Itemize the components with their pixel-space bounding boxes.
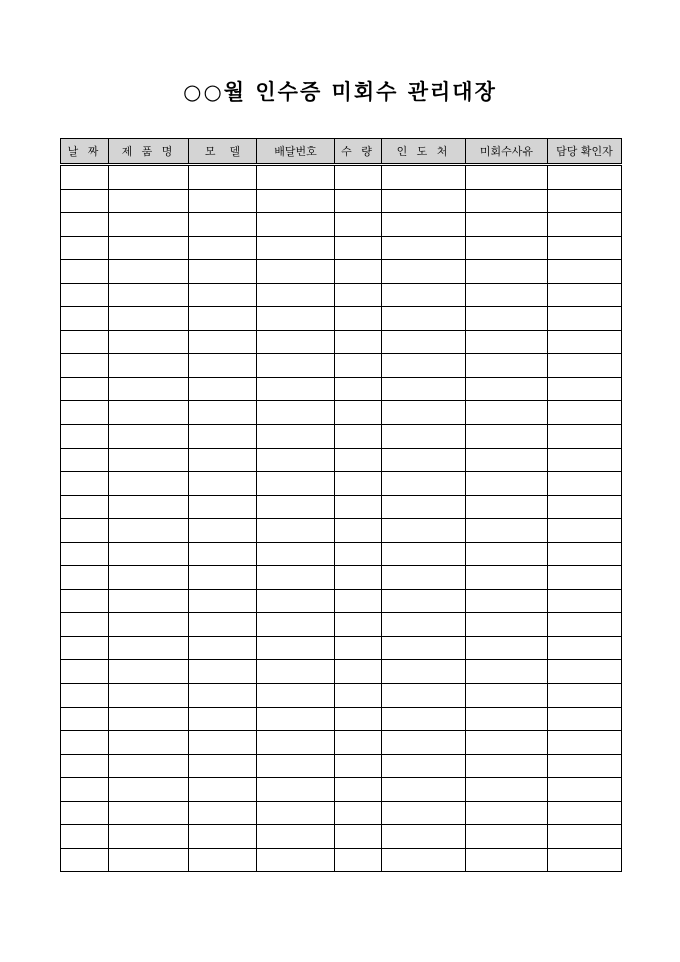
cell-quantity[interactable]	[335, 189, 382, 213]
cell-reason[interactable]	[466, 801, 548, 825]
cell-reason[interactable]	[466, 778, 548, 802]
cell-quantity[interactable]	[335, 472, 382, 496]
column-header-delivery-no: 배달번호	[257, 139, 335, 165]
cell-recipient[interactable]	[382, 472, 466, 496]
cell-product[interactable]	[109, 307, 189, 331]
cell-recipient[interactable]	[382, 801, 466, 825]
cell-quantity[interactable]	[335, 613, 382, 637]
cell-reason[interactable]	[466, 213, 548, 237]
cell-checker[interactable]	[548, 401, 622, 425]
cell-date[interactable]	[61, 589, 109, 613]
cell-product[interactable]	[109, 283, 189, 307]
cell-date[interactable]	[61, 848, 109, 872]
cell-reason[interactable]	[466, 754, 548, 778]
cell-recipient[interactable]	[382, 684, 466, 708]
cell-quantity[interactable]	[335, 636, 382, 660]
cell-quantity[interactable]	[335, 825, 382, 849]
table-row	[61, 189, 622, 213]
cell-checker[interactable]	[548, 377, 622, 401]
table-row	[61, 707, 622, 731]
table-row	[61, 448, 622, 472]
cell-delivery-no[interactable]	[257, 778, 335, 802]
cell-date[interactable]	[61, 778, 109, 802]
table-row	[61, 731, 622, 755]
cell-recipient[interactable]	[382, 731, 466, 755]
cell-reason[interactable]	[466, 825, 548, 849]
cell-checker[interactable]	[548, 425, 622, 449]
cell-checker[interactable]	[548, 354, 622, 378]
cell-recipient[interactable]	[382, 260, 466, 284]
cell-product[interactable]	[109, 848, 189, 872]
cell-model[interactable]	[189, 425, 257, 449]
cell-checker[interactable]	[548, 236, 622, 260]
cell-model[interactable]	[189, 754, 257, 778]
cell-reason[interactable]	[466, 848, 548, 872]
cell-delivery-no[interactable]	[257, 848, 335, 872]
cell-quantity[interactable]	[335, 448, 382, 472]
cell-recipient[interactable]	[382, 778, 466, 802]
table-row	[61, 330, 622, 354]
cell-checker[interactable]	[548, 519, 622, 543]
table-row	[61, 778, 622, 802]
table-row	[61, 495, 622, 519]
page-title: ○○월 인수증 미회수 관리대장	[183, 79, 497, 104]
cell-model[interactable]	[189, 589, 257, 613]
cell-recipient[interactable]	[382, 354, 466, 378]
cell-model[interactable]	[189, 307, 257, 331]
cell-recipient[interactable]	[382, 401, 466, 425]
cell-delivery-no[interactable]	[257, 613, 335, 637]
cell-model[interactable]	[189, 354, 257, 378]
cell-model[interactable]	[189, 542, 257, 566]
table-row	[61, 684, 622, 708]
cell-product[interactable]	[109, 189, 189, 213]
cell-quantity[interactable]	[335, 283, 382, 307]
cell-model[interactable]	[189, 165, 257, 190]
cell-quantity[interactable]	[335, 707, 382, 731]
cell-checker[interactable]	[548, 472, 622, 496]
cell-product[interactable]	[109, 731, 189, 755]
table-row	[61, 636, 622, 660]
cell-delivery-no[interactable]	[257, 566, 335, 590]
cell-delivery-no[interactable]	[257, 707, 335, 731]
cell-delivery-no[interactable]	[257, 260, 335, 284]
cell-recipient[interactable]	[382, 707, 466, 731]
cell-quantity[interactable]	[335, 660, 382, 684]
cell-product[interactable]	[109, 448, 189, 472]
cell-recipient[interactable]	[382, 825, 466, 849]
cell-recipient[interactable]	[382, 566, 466, 590]
cell-product[interactable]	[109, 825, 189, 849]
cell-model[interactable]	[189, 495, 257, 519]
cell-quantity[interactable]	[335, 401, 382, 425]
cell-date[interactable]	[61, 754, 109, 778]
cell-product[interactable]	[109, 542, 189, 566]
cell-reason[interactable]	[466, 731, 548, 755]
table-row	[61, 754, 622, 778]
cell-recipient[interactable]	[382, 425, 466, 449]
cell-date[interactable]	[61, 825, 109, 849]
cell-recipient[interactable]	[382, 377, 466, 401]
cell-product[interactable]	[109, 684, 189, 708]
cell-recipient[interactable]	[382, 636, 466, 660]
cell-model[interactable]	[189, 801, 257, 825]
cell-delivery-no[interactable]	[257, 236, 335, 260]
cell-reason[interactable]	[466, 448, 548, 472]
cell-recipient[interactable]	[382, 848, 466, 872]
cell-delivery-no[interactable]	[257, 448, 335, 472]
cell-checker[interactable]	[548, 636, 622, 660]
cell-product[interactable]	[109, 236, 189, 260]
cell-reason[interactable]	[466, 660, 548, 684]
cell-checker[interactable]	[548, 448, 622, 472]
cell-reason[interactable]	[466, 236, 548, 260]
cell-product[interactable]	[109, 754, 189, 778]
cell-recipient[interactable]	[382, 307, 466, 331]
cell-model[interactable]	[189, 707, 257, 731]
cell-quantity[interactable]	[335, 519, 382, 543]
cell-checker[interactable]	[548, 754, 622, 778]
cell-quantity[interactable]	[335, 354, 382, 378]
cell-recipient[interactable]	[382, 660, 466, 684]
cell-quantity[interactable]	[335, 213, 382, 237]
cell-date[interactable]	[61, 660, 109, 684]
cell-checker[interactable]	[548, 589, 622, 613]
cell-model[interactable]	[189, 448, 257, 472]
table-header-row	[61, 139, 622, 165]
cell-recipient[interactable]	[382, 189, 466, 213]
cell-quantity[interactable]	[335, 307, 382, 331]
cell-model[interactable]	[189, 330, 257, 354]
cell-product[interactable]	[109, 707, 189, 731]
cell-product[interactable]	[109, 519, 189, 543]
cell-product[interactable]	[109, 589, 189, 613]
cell-delivery-no[interactable]	[257, 636, 335, 660]
table-row	[61, 660, 622, 684]
cell-quantity[interactable]	[335, 425, 382, 449]
cell-checker[interactable]	[548, 307, 622, 331]
table-row	[61, 236, 622, 260]
cell-product[interactable]	[109, 260, 189, 284]
table-row	[61, 213, 622, 237]
cell-date[interactable]	[61, 283, 109, 307]
cell-date[interactable]	[61, 236, 109, 260]
cell-reason[interactable]	[466, 377, 548, 401]
cell-date[interactable]	[61, 495, 109, 519]
cell-checker[interactable]	[548, 165, 622, 190]
cell-delivery-no[interactable]	[257, 307, 335, 331]
cell-date[interactable]	[61, 401, 109, 425]
cell-date[interactable]	[61, 307, 109, 331]
cell-recipient[interactable]	[382, 283, 466, 307]
cell-reason[interactable]	[466, 354, 548, 378]
cell-product[interactable]	[109, 778, 189, 802]
cell-checker[interactable]	[548, 566, 622, 590]
column-header-quantity: 수 량	[335, 139, 382, 165]
cell-product[interactable]	[109, 401, 189, 425]
table-row	[61, 401, 622, 425]
cell-reason[interactable]	[466, 519, 548, 543]
cell-date[interactable]	[61, 542, 109, 566]
column-header-product: 제 품 명	[109, 139, 189, 165]
table-row	[61, 377, 622, 401]
cell-date[interactable]	[61, 684, 109, 708]
cell-checker[interactable]	[548, 213, 622, 237]
cell-date[interactable]	[61, 613, 109, 637]
table-row	[61, 260, 622, 284]
table-row	[61, 542, 622, 566]
table-row	[61, 589, 622, 613]
cell-date[interactable]	[61, 448, 109, 472]
table-row	[61, 472, 622, 496]
cell-model[interactable]	[189, 236, 257, 260]
cell-checker[interactable]	[548, 778, 622, 802]
cell-date[interactable]	[61, 425, 109, 449]
cell-checker[interactable]	[548, 801, 622, 825]
cell-reason[interactable]	[466, 283, 548, 307]
cell-model[interactable]	[189, 825, 257, 849]
cell-reason[interactable]	[466, 401, 548, 425]
cell-product[interactable]	[109, 472, 189, 496]
cell-quantity[interactable]	[335, 495, 382, 519]
cell-delivery-no[interactable]	[257, 354, 335, 378]
cell-model[interactable]	[189, 684, 257, 708]
cell-checker[interactable]	[548, 495, 622, 519]
cell-quantity[interactable]	[335, 731, 382, 755]
cell-model[interactable]	[189, 519, 257, 543]
cell-model[interactable]	[189, 660, 257, 684]
cell-delivery-no[interactable]	[257, 401, 335, 425]
cell-delivery-no[interactable]	[257, 589, 335, 613]
table-row	[61, 613, 622, 637]
cell-delivery-no[interactable]	[257, 283, 335, 307]
cell-product[interactable]	[109, 330, 189, 354]
cell-checker[interactable]	[548, 542, 622, 566]
cell-reason[interactable]	[466, 542, 548, 566]
cell-checker[interactable]	[548, 283, 622, 307]
cell-delivery-no[interactable]	[257, 472, 335, 496]
cell-checker[interactable]	[548, 825, 622, 849]
cell-product[interactable]	[109, 425, 189, 449]
cell-date[interactable]	[61, 731, 109, 755]
cell-model[interactable]	[189, 472, 257, 496]
cell-date[interactable]	[61, 165, 109, 190]
cell-quantity[interactable]	[335, 848, 382, 872]
cell-model[interactable]	[189, 848, 257, 872]
cell-date[interactable]	[61, 472, 109, 496]
cell-reason[interactable]	[466, 495, 548, 519]
cell-checker[interactable]	[548, 330, 622, 354]
cell-model[interactable]	[189, 401, 257, 425]
cell-product[interactable]	[109, 495, 189, 519]
cell-delivery-no[interactable]	[257, 684, 335, 708]
table-row	[61, 165, 622, 190]
cell-date[interactable]	[61, 801, 109, 825]
cell-quantity[interactable]	[335, 165, 382, 190]
cell-date[interactable]	[61, 636, 109, 660]
cell-model[interactable]	[189, 283, 257, 307]
cell-recipient[interactable]	[382, 213, 466, 237]
table-body	[61, 165, 622, 872]
cell-delivery-no[interactable]	[257, 495, 335, 519]
column-header-model: 모 델	[189, 139, 257, 165]
cell-checker[interactable]	[548, 260, 622, 284]
cell-delivery-no[interactable]	[257, 189, 335, 213]
cell-date[interactable]	[61, 566, 109, 590]
cell-delivery-no[interactable]	[257, 165, 335, 190]
cell-reason[interactable]	[466, 189, 548, 213]
cell-model[interactable]	[189, 778, 257, 802]
column-header-recipient: 인 도 처	[382, 139, 466, 165]
cell-product[interactable]	[109, 636, 189, 660]
cell-recipient[interactable]	[382, 519, 466, 543]
cell-product[interactable]	[109, 354, 189, 378]
cell-checker[interactable]	[548, 848, 622, 872]
column-header-checker: 담당 확인자	[548, 139, 622, 165]
cell-delivery-no[interactable]	[257, 377, 335, 401]
table-row	[61, 283, 622, 307]
cell-recipient[interactable]	[382, 754, 466, 778]
table-row	[61, 519, 622, 543]
cell-reason[interactable]	[466, 425, 548, 449]
cell-delivery-no[interactable]	[257, 213, 335, 237]
cell-model[interactable]	[189, 260, 257, 284]
cell-quantity[interactable]	[335, 542, 382, 566]
cell-quantity[interactable]	[335, 260, 382, 284]
column-header-date: 날 짜	[61, 139, 109, 165]
cell-delivery-no[interactable]	[257, 425, 335, 449]
cell-reason[interactable]	[466, 472, 548, 496]
cell-delivery-no[interactable]	[257, 731, 335, 755]
cell-model[interactable]	[189, 189, 257, 213]
cell-checker[interactable]	[548, 189, 622, 213]
cell-date[interactable]	[61, 354, 109, 378]
cell-product[interactable]	[109, 165, 189, 190]
cell-date[interactable]	[61, 519, 109, 543]
cell-model[interactable]	[189, 731, 257, 755]
cell-model[interactable]	[189, 566, 257, 590]
cell-delivery-no[interactable]	[257, 801, 335, 825]
cell-quantity[interactable]	[335, 236, 382, 260]
cell-product[interactable]	[109, 801, 189, 825]
cell-quantity[interactable]	[335, 589, 382, 613]
table-row	[61, 825, 622, 849]
cell-quantity[interactable]	[335, 684, 382, 708]
table-row	[61, 425, 622, 449]
cell-quantity[interactable]	[335, 754, 382, 778]
table-row	[61, 354, 622, 378]
cell-model[interactable]	[189, 213, 257, 237]
cell-reason[interactable]	[466, 260, 548, 284]
cell-product[interactable]	[109, 660, 189, 684]
table-row	[61, 307, 622, 331]
cell-checker[interactable]	[548, 731, 622, 755]
cell-recipient[interactable]	[382, 589, 466, 613]
cell-checker[interactable]	[548, 684, 622, 708]
cell-reason[interactable]	[466, 330, 548, 354]
table-row	[61, 848, 622, 872]
cell-checker[interactable]	[548, 707, 622, 731]
table-row	[61, 801, 622, 825]
cell-reason[interactable]	[466, 589, 548, 613]
cell-delivery-no[interactable]	[257, 825, 335, 849]
cell-delivery-no[interactable]	[257, 542, 335, 566]
cell-date[interactable]	[61, 707, 109, 731]
cell-quantity[interactable]	[335, 377, 382, 401]
cell-date[interactable]	[61, 377, 109, 401]
cell-reason[interactable]	[466, 566, 548, 590]
cell-product[interactable]	[109, 566, 189, 590]
cell-reason[interactable]	[466, 613, 548, 637]
cell-model[interactable]	[189, 613, 257, 637]
cell-delivery-no[interactable]	[257, 660, 335, 684]
cell-product[interactable]	[109, 377, 189, 401]
cell-quantity[interactable]	[335, 778, 382, 802]
cell-checker[interactable]	[548, 660, 622, 684]
cell-reason[interactable]	[466, 165, 548, 190]
cell-recipient[interactable]	[382, 165, 466, 190]
cell-model[interactable]	[189, 636, 257, 660]
cell-date[interactable]	[61, 260, 109, 284]
cell-date[interactable]	[61, 330, 109, 354]
cell-quantity[interactable]	[335, 566, 382, 590]
cell-model[interactable]	[189, 377, 257, 401]
table-row	[61, 566, 622, 590]
cell-date[interactable]	[61, 213, 109, 237]
cell-recipient[interactable]	[382, 542, 466, 566]
cell-recipient[interactable]	[382, 330, 466, 354]
cell-product[interactable]	[109, 213, 189, 237]
cell-delivery-no[interactable]	[257, 519, 335, 543]
column-header-reason: 미회수사유	[466, 139, 548, 165]
ledger-table	[60, 138, 622, 872]
cell-reason[interactable]	[466, 684, 548, 708]
cell-date[interactable]	[61, 189, 109, 213]
cell-checker[interactable]	[548, 613, 622, 637]
cell-recipient[interactable]	[382, 236, 466, 260]
cell-recipient[interactable]	[382, 448, 466, 472]
cell-delivery-no[interactable]	[257, 330, 335, 354]
cell-recipient[interactable]	[382, 613, 466, 637]
cell-product[interactable]	[109, 613, 189, 637]
cell-reason[interactable]	[466, 307, 548, 331]
cell-reason[interactable]	[466, 636, 548, 660]
cell-reason[interactable]	[466, 707, 548, 731]
cell-recipient[interactable]	[382, 495, 466, 519]
cell-delivery-no[interactable]	[257, 754, 335, 778]
cell-quantity[interactable]	[335, 330, 382, 354]
cell-quantity[interactable]	[335, 801, 382, 825]
